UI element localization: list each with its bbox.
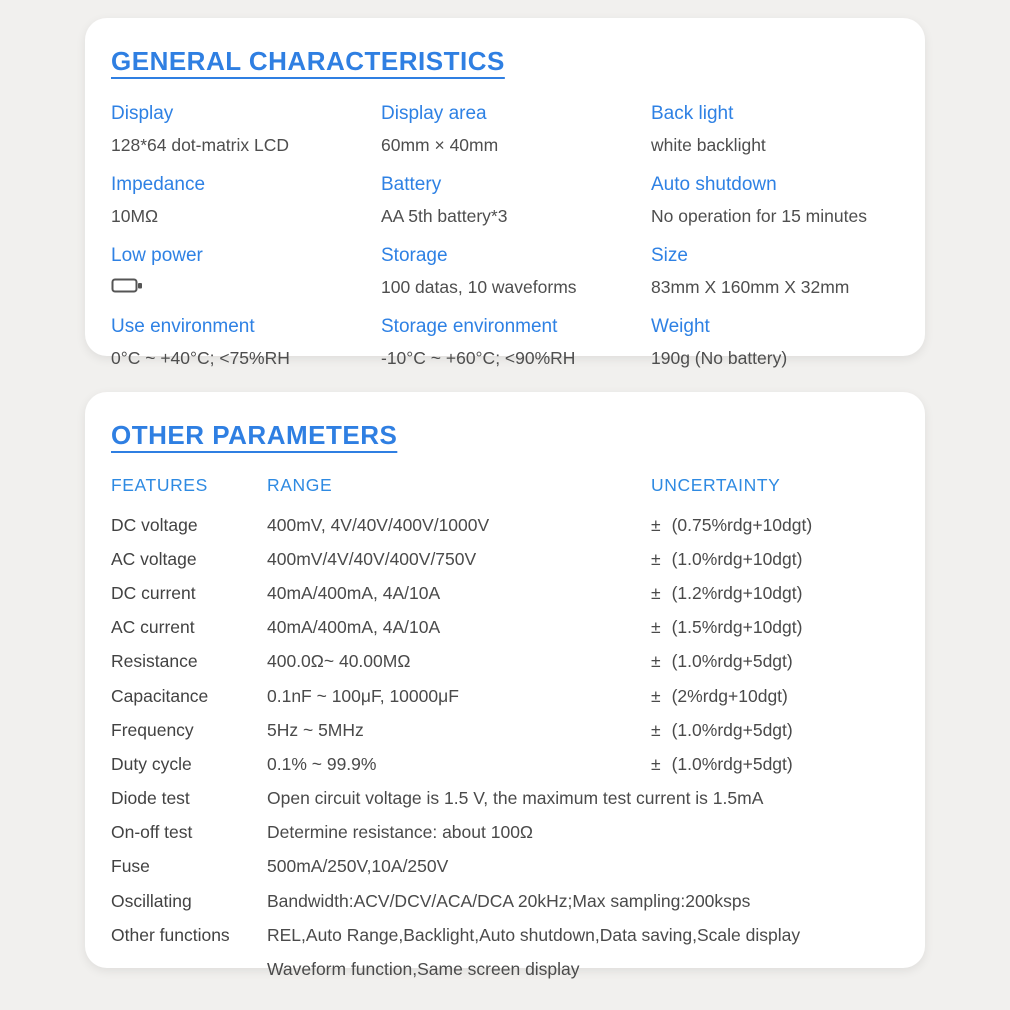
param-row-ac-current bbox=[111, 611, 899, 645]
plus-minus-sign: ± bbox=[651, 651, 661, 672]
general-section-title: GENERAL CHARACTERISTICS bbox=[111, 46, 505, 76]
param-range: 400mV, 4V/40V/400V/1000V bbox=[267, 514, 490, 535]
param-row-on-off-test bbox=[111, 816, 899, 850]
spec-label: Use environment bbox=[111, 316, 255, 337]
header-features: FEATURES bbox=[111, 475, 208, 495]
param-uncertainty bbox=[651, 720, 899, 741]
param-row-dc-voltage bbox=[111, 508, 899, 542]
plus-minus-sign: ± bbox=[651, 753, 661, 774]
spec-value: 83mm X 160mm X 32mm bbox=[651, 277, 850, 297]
spec-label: Display bbox=[111, 103, 174, 124]
spec-back-light bbox=[651, 103, 899, 155]
param-range: 40mA/400mA, 4A/10A bbox=[267, 582, 441, 603]
param-range: Determine resistance: about 100Ω bbox=[267, 822, 534, 843]
param-row-capacitance bbox=[111, 679, 899, 713]
param-row-other-functions-line2 bbox=[111, 952, 899, 986]
uncertainty-value: (1.0%rdg+5dgt) bbox=[671, 719, 793, 740]
spec-label: Back light bbox=[651, 103, 734, 124]
param-row-oscillating bbox=[111, 884, 899, 918]
spec-label: Weight bbox=[651, 316, 710, 337]
param-uncertainty bbox=[651, 617, 899, 638]
param-range: 400.0Ω~ 40.00MΩ bbox=[267, 651, 411, 672]
param-range: 40mA/400mA, 4A/10A bbox=[267, 617, 441, 638]
param-uncertainty bbox=[651, 583, 899, 604]
param-row-fuse bbox=[111, 850, 899, 884]
param-uncertainty bbox=[651, 549, 899, 570]
spec-weight bbox=[651, 316, 899, 368]
spec-label: Impedance bbox=[111, 174, 206, 195]
param-row-resistance bbox=[111, 645, 899, 679]
general-spec-grid bbox=[111, 103, 899, 387]
other-parameters-card bbox=[85, 392, 925, 980]
uncertainty-value: (1.5%rdg+10dgt) bbox=[671, 617, 803, 638]
param-feature: DC current bbox=[111, 582, 196, 603]
param-table-header bbox=[111, 475, 899, 496]
uncertainty-value: (0.75%rdg+10dgt) bbox=[671, 514, 813, 535]
param-range: 0.1nF ~ 100μF, 10000μF bbox=[267, 685, 459, 706]
spec-auto-shutdown bbox=[651, 174, 899, 226]
param-uncertainty bbox=[651, 686, 899, 707]
spec-label: Storage environment bbox=[381, 316, 558, 337]
spec-display bbox=[111, 103, 381, 155]
spec-value: 100 datas, 10 waveforms bbox=[381, 277, 577, 297]
param-row-dc-current bbox=[111, 576, 899, 610]
spec-size bbox=[651, 245, 899, 297]
param-range: 400mV/4V/40V/400V/750V bbox=[267, 548, 477, 569]
spec-value: No operation for 15 minutes bbox=[651, 206, 867, 226]
spec-display-area bbox=[381, 103, 651, 155]
param-range: Open circuit voltage is 1.5 V, the maximum test current is 1.5mA bbox=[267, 788, 764, 809]
param-uncertainty bbox=[651, 754, 899, 775]
header-range: RANGE bbox=[267, 475, 333, 495]
other-section-title: OTHER PARAMETERS bbox=[111, 420, 398, 450]
plus-minus-sign: ± bbox=[651, 719, 661, 740]
spec-label: Battery bbox=[381, 174, 442, 195]
param-uncertainty bbox=[651, 651, 899, 672]
spec-value: 0°C ~ +40°C; <75%RH bbox=[111, 348, 290, 368]
spec-value: 60mm × 40mm bbox=[381, 135, 499, 155]
param-table bbox=[111, 508, 899, 987]
param-feature: Duty cycle bbox=[111, 753, 192, 774]
plus-minus-sign: ± bbox=[651, 685, 661, 706]
param-range: Waveform function,Same screen display bbox=[267, 959, 580, 980]
param-feature: Resistance bbox=[111, 651, 198, 672]
param-row-ac-voltage bbox=[111, 542, 899, 576]
param-range: 5Hz ~ 5MHz bbox=[267, 719, 364, 740]
param-row-duty-cycle bbox=[111, 747, 899, 781]
plus-minus-sign: ± bbox=[651, 582, 661, 603]
spec-label: Size bbox=[651, 245, 688, 266]
spec-label: Display area bbox=[381, 103, 487, 124]
uncertainty-value: (1.0%rdg+5dgt) bbox=[671, 753, 793, 774]
param-row-other-functions bbox=[111, 918, 899, 952]
param-feature: Diode test bbox=[111, 788, 190, 809]
param-feature: AC voltage bbox=[111, 548, 197, 569]
general-characteristics-card bbox=[85, 18, 925, 368]
battery-low-icon bbox=[111, 275, 381, 295]
plus-minus-sign: ± bbox=[651, 548, 661, 569]
spec-battery bbox=[381, 174, 651, 226]
plus-minus-sign: ± bbox=[651, 617, 661, 638]
param-row-frequency bbox=[111, 713, 899, 747]
uncertainty-value: (2%rdg+10dgt) bbox=[671, 685, 788, 706]
spec-value: 190g (No battery) bbox=[651, 348, 788, 368]
spec-value: white backlight bbox=[651, 135, 766, 155]
param-range: 0.1% ~ 99.9% bbox=[267, 753, 377, 774]
param-feature: Other functions bbox=[111, 924, 230, 945]
param-feature: Oscillating bbox=[111, 890, 192, 911]
uncertainty-value: (1.2%rdg+10dgt) bbox=[671, 582, 803, 603]
param-feature: On-off test bbox=[111, 822, 193, 843]
param-range: 500mA/250V,10A/250V bbox=[267, 856, 449, 877]
uncertainty-value: (1.0%rdg+10dgt) bbox=[671, 548, 803, 569]
spec-use-environment bbox=[111, 316, 381, 368]
param-range: Bandwidth:ACV/DCV/ACA/DCA 20kHz;Max sampling:200ksps bbox=[267, 890, 751, 911]
param-feature: DC voltage bbox=[111, 514, 198, 535]
spec-label: Auto shutdown bbox=[651, 174, 777, 195]
param-feature: AC current bbox=[111, 617, 195, 638]
spec-value: AA 5th battery*3 bbox=[381, 206, 508, 226]
spec-value: 10MΩ bbox=[111, 206, 159, 226]
header-uncertainty: UNCERTAINTY bbox=[651, 475, 781, 495]
param-range: REL,Auto Range,Backlight,Auto shutdown,Data saving,Scale display bbox=[267, 924, 801, 945]
spec-value: 128*64 dot-matrix LCD bbox=[111, 135, 289, 155]
spec-value: -10°C ~ +60°C; <90%RH bbox=[381, 348, 576, 368]
spec-low-power bbox=[111, 245, 381, 297]
plus-minus-sign: ± bbox=[651, 514, 661, 535]
param-feature: Fuse bbox=[111, 856, 150, 877]
param-uncertainty bbox=[651, 515, 899, 536]
spec-storage bbox=[381, 245, 651, 297]
param-feature: Frequency bbox=[111, 719, 194, 740]
param-feature: Capacitance bbox=[111, 685, 209, 706]
uncertainty-value: (1.0%rdg+5dgt) bbox=[671, 651, 793, 672]
spec-label: Low power bbox=[111, 245, 203, 266]
param-row-diode-test bbox=[111, 782, 899, 816]
spec-storage-environment bbox=[381, 316, 651, 368]
spec-label: Storage bbox=[381, 245, 448, 266]
spec-impedance bbox=[111, 174, 381, 226]
